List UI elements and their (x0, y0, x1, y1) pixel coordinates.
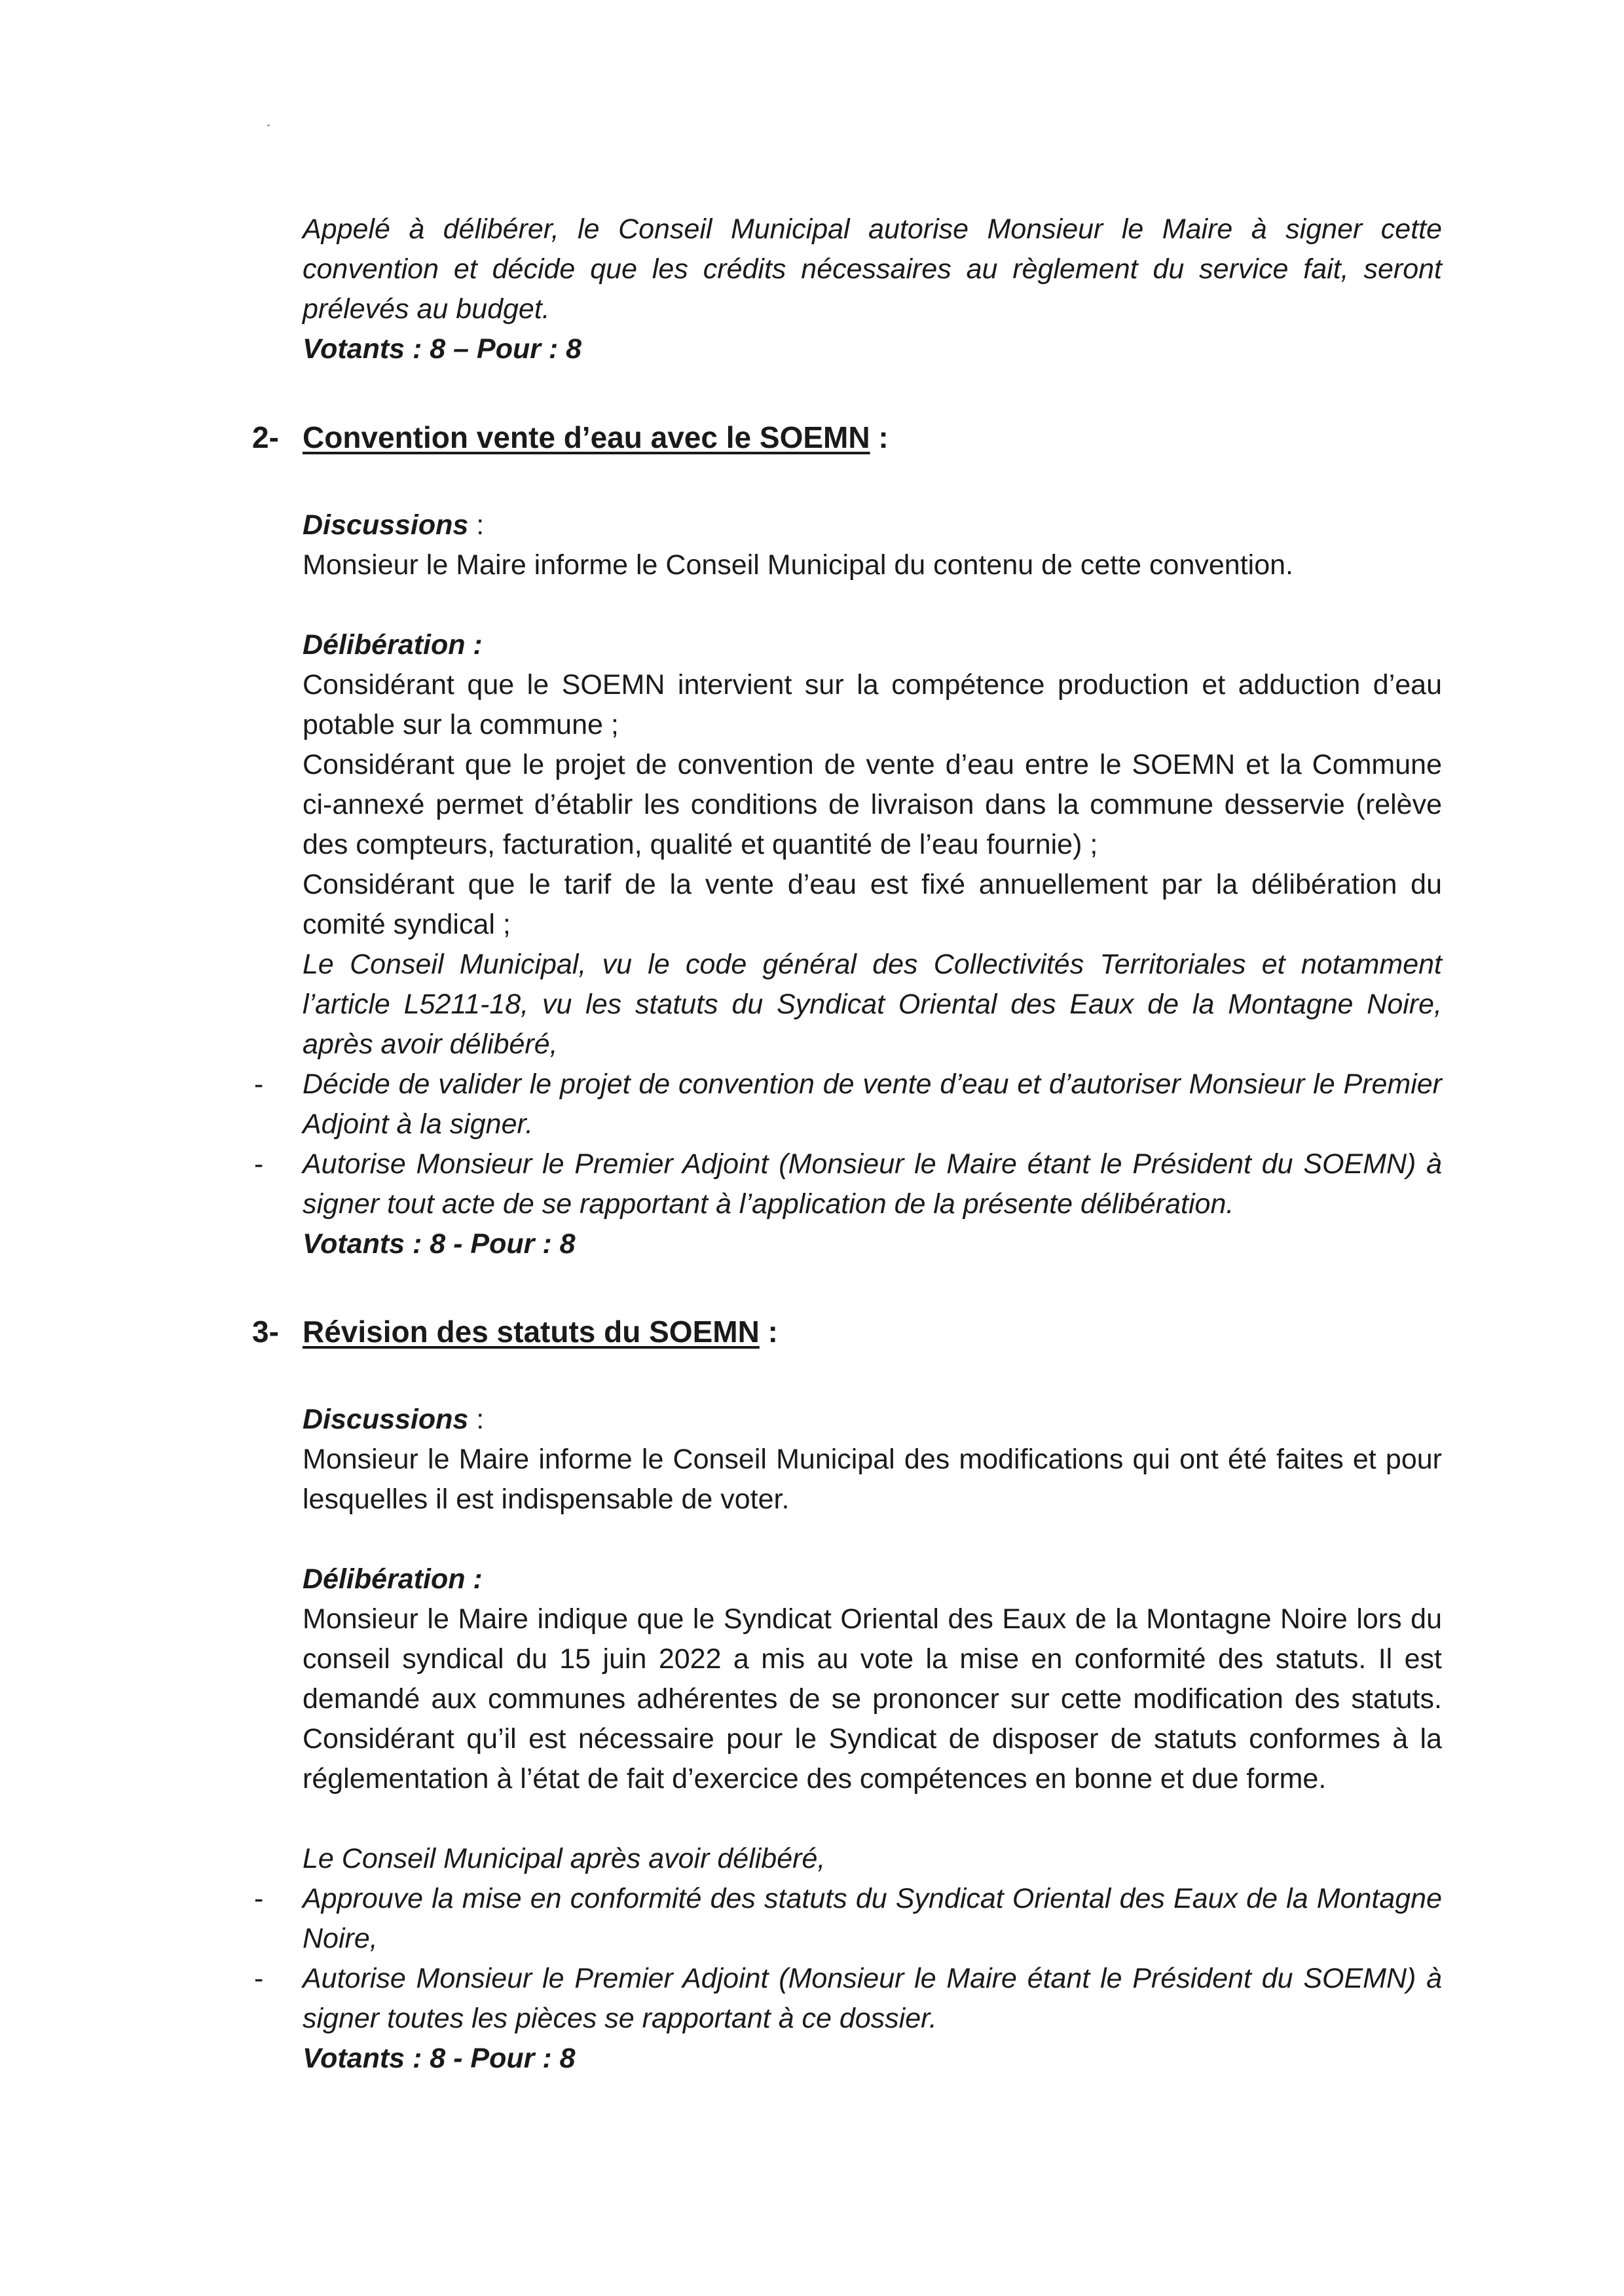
section3-discussions-heading (303, 1400, 1442, 1440)
scan-speck (267, 124, 270, 126)
section2-discussions-text: Monsieur le Maire informe le Conseil Municipal du contenu de cette convention. (303, 549, 1293, 581)
intro-paragraph: Appelé à délibérer, le Conseil Municipal autorise Monsieur le Maire à signer cette convention et décide que les crédits nécessaires au règlement du service fait, seront prélevés au budget. (303, 213, 1442, 325)
section3-deliberation-label: Délibération : (303, 1563, 483, 1595)
section3-title-suffix: : (759, 1315, 778, 1349)
section2-discussions-suffix: : (468, 509, 485, 541)
section3-decision-intro: Le Conseil Municipal après avoir délibéré, (303, 1843, 826, 1874)
section3-bullet-marker-1: - (254, 1883, 264, 1914)
section2-title-suffix: : (870, 420, 889, 454)
section2-heading (252, 418, 889, 458)
section2-bullet-marker-2: - (254, 1148, 264, 1180)
section2-discussions-heading (303, 505, 1442, 545)
section2-considerant-3: Considérant que le tarif de la vente d’eau est fixé annuellement par la délibération du comité syndical ; (303, 869, 1442, 940)
section3-title: Révision des statuts du SOEMN (303, 1315, 760, 1349)
section2-bullet-1: Décide de valider le projet de convention de vente d’eau et d’autoriser Monsieur le Premier Adjoint à la signer. (303, 1068, 1442, 1140)
section3-discussions-label: Discussions (303, 1404, 469, 1435)
intro-vote: Votants : 8 – Pour : 8 (303, 333, 582, 365)
section3-number: 3- (252, 1315, 279, 1349)
section2-considerant-2: Considérant que le projet de convention de vente d’eau entre le SOEMN et la Commune ci-annexé permet d’établir les conditions de livraison dans la commune desservie (relève des compteurs, facturation, qualité et quantité de l’eau fournie) ; (303, 749, 1442, 860)
section2-title: Convention vente d’eau avec le SOEMN (303, 420, 870, 454)
section3-bullet-2: Autorise Monsieur le Premier Adjoint (Monsieur le Maire étant le Président du SOEMN) à signer toutes les pièces se rapportant à ce dossier. (303, 1963, 1442, 2034)
section2-bullet-marker-1: - (254, 1068, 264, 1100)
section3-bullet-marker-2: - (254, 1963, 264, 1994)
section2-decision-intro: Le Conseil Municipal, vu le code général des Collectivités Territoriales et notamment l’article L5211-18, vu les statuts du Syndicat Oriental des Eaux de la Montagne Noire, après avoir délibéré, (303, 949, 1442, 1060)
section2-deliberation-label: Délibération : (303, 629, 483, 661)
section2-considerants (303, 665, 1442, 945)
section3-bullet-1: Approuve la mise en conformité des statuts du Syndicat Oriental des Eaux de la Montagne Noire, (303, 1883, 1442, 1954)
section2-discussions-label: Discussions (303, 509, 469, 541)
section2-considerant-1: Considérant que le SOEMN intervient sur la compétence production et adduction d’eau potable sur la commune ; (303, 669, 1442, 740)
section2-bullet-2: Autorise Monsieur le Premier Adjoint (Monsieur le Maire étant le Président du SOEMN) à signer tout acte de se rapportant à l’application de la présente délibération. (303, 1148, 1442, 1220)
section3-heading (252, 1312, 778, 1352)
section2-number: 2- (252, 420, 279, 454)
section2-vote: Votants : 8 - Pour : 8 (303, 1228, 576, 1260)
section3-deliberation-text: Monsieur le Maire indique que le Syndicat Oriental des Eaux de la Montagne Noire lors du conseil syndical du 15 juin 2022 a mis au vote la mise en conformité des statuts. Il est demandé aux communes adhérentes de se prononcer sur cette modification des statuts. Considérant qu’il est nécessaire pour le Syndicat de disposer de statuts conformes à la réglementation à l’état de fait d’exercice des compétences en bonne et due forme. (303, 1603, 1442, 1795)
section3-discussions-suffix: : (468, 1404, 485, 1435)
section3-discussions-text: Monsieur le Maire informe le Conseil Municipal des modifications qui ont été faites et pour lesquelles il est indispensable de voter. (303, 1444, 1442, 1515)
section3-vote: Votants : 8 - Pour : 8 (303, 2043, 576, 2074)
